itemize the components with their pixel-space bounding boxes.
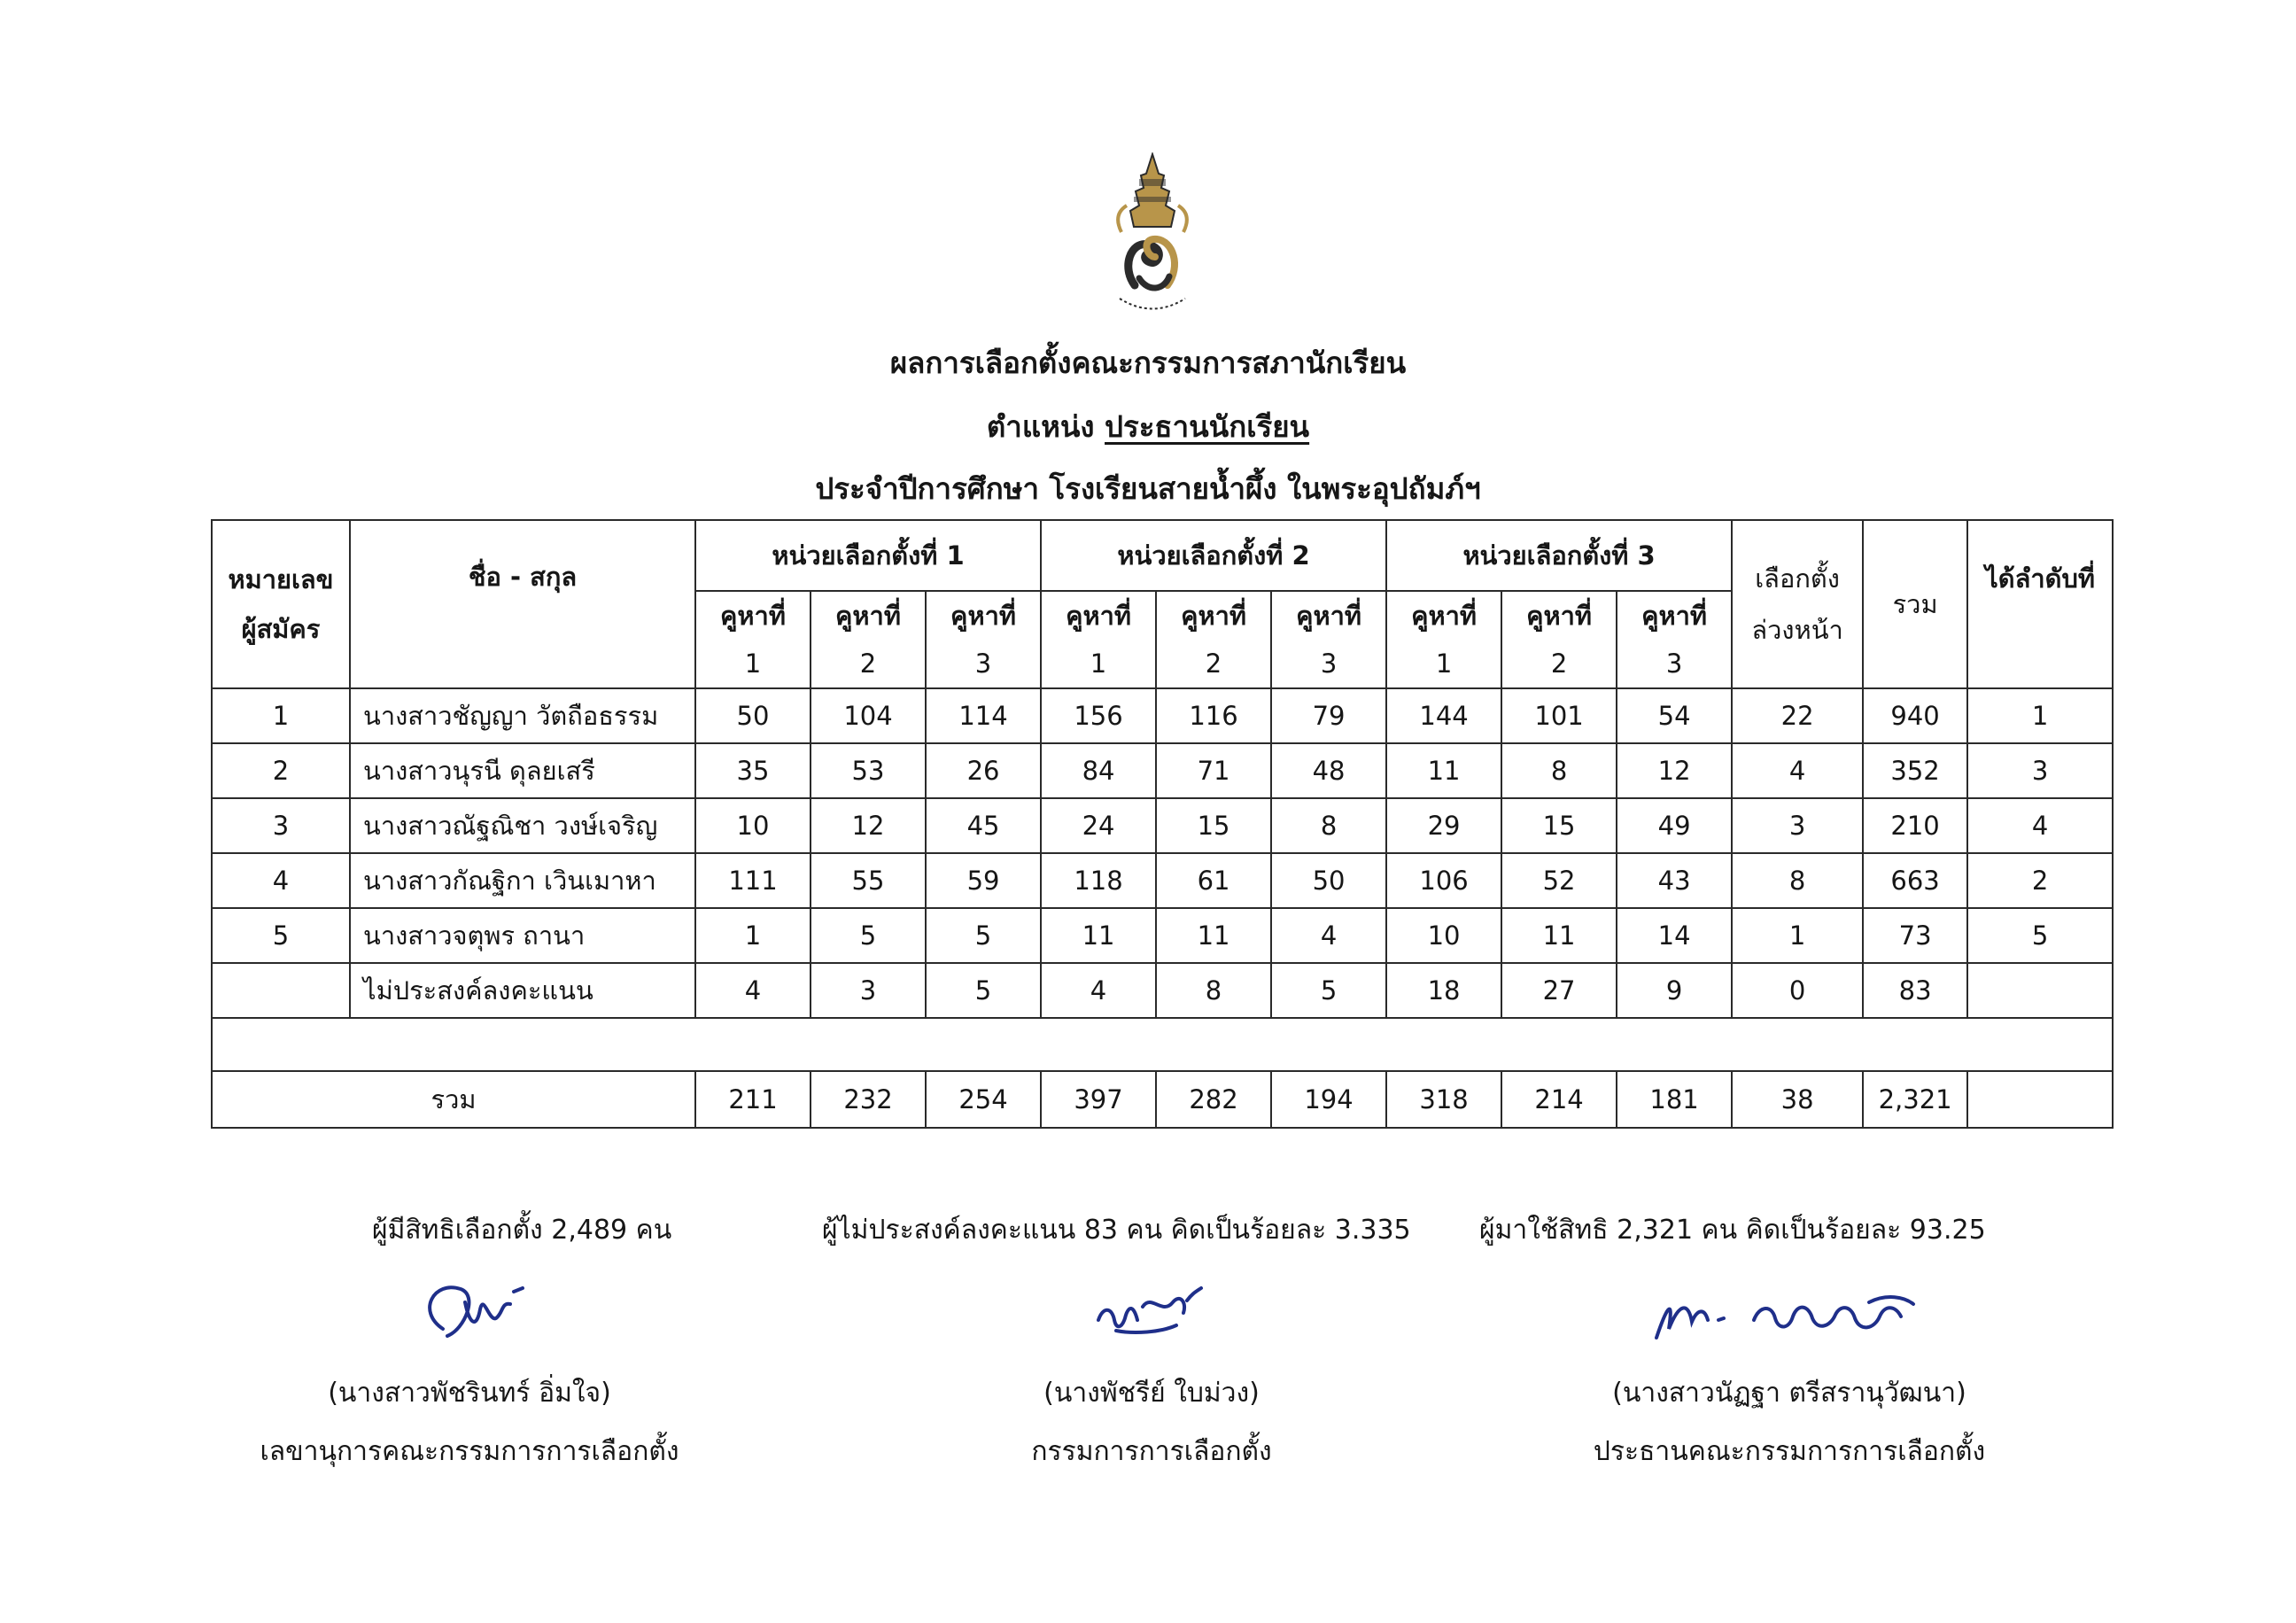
total-cell: 73 <box>1863 908 1967 963</box>
vote-cell: 53 <box>811 743 926 798</box>
signatory-name: (นางสาวนัฏฐา ตรีสรานุวัฒนา) <box>1612 1378 1966 1409</box>
results-table <box>211 519 2114 1129</box>
booth-label: คูหาที่ <box>1501 591 1617 640</box>
vote-cell: 106 <box>1386 853 1501 908</box>
rank-cell: 3 <box>1967 743 2113 798</box>
handwritten-signature <box>381 1267 558 1364</box>
handwritten-signature <box>1603 1267 1975 1364</box>
page-title: ผลการเลือกตั้งคณะกรรมการสภานักเรียน <box>889 346 1407 380</box>
vote-cell: 5 <box>926 963 1041 1018</box>
eligible-voters-text: ผู้มีสิทธิเลือกตั้ง 2,489 คน <box>372 1215 672 1246</box>
total-vote-cell: 194 <box>1271 1071 1386 1128</box>
vote-cell: 15 <box>1501 798 1617 853</box>
handwritten-signature <box>1063 1267 1240 1364</box>
rank-cell <box>1967 963 2113 1018</box>
total-vote-cell: 254 <box>926 1071 1041 1128</box>
total-vote-cell: 211 <box>695 1071 811 1128</box>
advance-vote-cell: 1 <box>1732 908 1863 963</box>
vote-cell: 54 <box>1617 688 1732 743</box>
signatory-role: เลขานุการคณะกรรมการการเลือกตั้ง <box>260 1436 679 1467</box>
vote-cell: 101 <box>1501 688 1617 743</box>
vote-cell: 45 <box>926 798 1041 853</box>
candidate-row <box>212 798 2113 853</box>
vote-cell: 4 <box>695 963 811 1018</box>
rank-cell: 2 <box>1967 853 2113 908</box>
booth-number: 3 <box>1617 640 1732 688</box>
vote-cell: 4 <box>1271 908 1386 963</box>
abstain-text: ผู้ไม่ประสงค์ลงคะแนน 83 คน คิดเป็นร้อยละ 3.335 <box>822 1215 1411 1246</box>
advance-vote-cell: 3 <box>1732 798 1863 853</box>
booth-label: คูหาที่ <box>695 591 811 640</box>
header-unit-2: หน่วยเลือกตั้งที่ 2 <box>1041 520 1386 591</box>
candidate-number: 3 <box>212 798 350 853</box>
total-vote-cell: 214 <box>1501 1071 1617 1128</box>
booth-label: คูหาที่ <box>1156 591 1271 640</box>
position-line <box>0 409 2296 445</box>
total-vote-cell: 181 <box>1617 1071 1732 1128</box>
vote-cell: 43 <box>1617 853 1732 908</box>
candidate-name: นางสาวนุรนี ดุลยเสรี <box>350 743 695 798</box>
header-unit-1: หน่วยเลือกตั้งที่ 1 <box>695 520 1041 591</box>
total-rank-cell <box>1967 1071 2113 1128</box>
vote-cell: 18 <box>1386 963 1501 1018</box>
booth-label: คูหาที่ <box>1617 591 1732 640</box>
abstain-row <box>212 963 2113 1018</box>
vote-cell: 156 <box>1041 688 1156 743</box>
vote-cell: 8 <box>1156 963 1271 1018</box>
vote-cell: 104 <box>811 688 926 743</box>
vote-cell: 52 <box>1501 853 1617 908</box>
candidate-number: 1 <box>212 688 350 743</box>
booth-number: 1 <box>1386 640 1501 688</box>
vote-cell: 10 <box>695 798 811 853</box>
total-cell: 352 <box>1863 743 1967 798</box>
signatory-role: ประธานคณะกรรมการการเลือกตั้ง <box>1593 1436 1986 1467</box>
advance-vote-cell: 22 <box>1732 688 1863 743</box>
vote-cell: 8 <box>1271 798 1386 853</box>
vote-cell: 118 <box>1041 853 1156 908</box>
total-cell: 663 <box>1863 853 1967 908</box>
vote-cell: 12 <box>1617 743 1732 798</box>
grand-total-cell: 2,321 <box>1863 1071 1967 1128</box>
vote-cell: 26 <box>926 743 1041 798</box>
vote-cell: 24 <box>1041 798 1156 853</box>
candidate-number: 5 <box>212 908 350 963</box>
totals-row <box>212 1071 2113 1128</box>
vote-cell: 12 <box>811 798 926 853</box>
booth-number: 3 <box>926 640 1041 688</box>
booth-label: คูหาที่ <box>1041 591 1156 640</box>
header-number-line1: หมายเลข <box>228 564 334 594</box>
vote-cell: 11 <box>1386 743 1501 798</box>
header-unit-3: หน่วยเลือกตั้งที่ 3 <box>1386 520 1732 591</box>
vote-cell: 144 <box>1386 688 1501 743</box>
total-vote-cell: 232 <box>811 1071 926 1128</box>
blank-row <box>212 1018 2113 1071</box>
booth-label: คูหาที่ <box>811 591 926 640</box>
header-advance-line2: ล่วงหน้า <box>1751 615 1843 645</box>
signatory-name: (นางพัชรีย์ ใบม่วง) <box>1043 1378 1260 1409</box>
booth-label: คูหาที่ <box>1386 591 1501 640</box>
total-cell: 210 <box>1863 798 1967 853</box>
header-rank: ได้ลำดับที่ <box>1967 520 2113 688</box>
advance-vote-cell: 8 <box>1732 853 1863 908</box>
candidate-name: นางสาวจตุพร ถานา <box>350 908 695 963</box>
signature-block-secretary <box>221 1267 718 1481</box>
vote-cell: 79 <box>1271 688 1386 743</box>
total-vote-cell: 397 <box>1041 1071 1156 1128</box>
booth-number: 2 <box>1501 640 1617 688</box>
header-name: ชื่อ - สกุล <box>350 520 695 688</box>
rank-cell: 1 <box>1967 688 2113 743</box>
turnout-text: ผู้มาใช้สิทธิ 2,321 คน คิดเป็นร้อยละ 93.25 <box>1479 1215 1986 1246</box>
vote-cell: 114 <box>926 688 1041 743</box>
total-vote-cell: 318 <box>1386 1071 1501 1128</box>
candidate-row <box>212 743 2113 798</box>
vote-cell: 8 <box>1501 743 1617 798</box>
rank-cell: 5 <box>1967 908 2113 963</box>
school-emblem-logo <box>1095 152 1210 321</box>
booth-number: 1 <box>695 640 811 688</box>
booth-label: คูหาที่ <box>926 591 1041 640</box>
vote-cell: 84 <box>1041 743 1156 798</box>
booth-number: 1 <box>1041 640 1156 688</box>
vote-cell: 111 <box>695 853 811 908</box>
vote-cell: 116 <box>1156 688 1271 743</box>
candidate-row <box>212 908 2113 963</box>
candidate-name: นางสาวกัณฐิกา เวินเมาหา <box>350 853 695 908</box>
blank-cell <box>212 1018 2113 1071</box>
candidate-name: นางสาวชัญญา วัตถือธรรม <box>350 688 695 743</box>
signature-block-chair <box>1541 1267 2037 1481</box>
signatory-name: (นางสาวพัชรินทร์ อิ่มใจ) <box>328 1378 611 1409</box>
vote-cell: 48 <box>1271 743 1386 798</box>
vote-cell: 49 <box>1617 798 1732 853</box>
total-advance-cell: 38 <box>1732 1071 1863 1128</box>
position-label: ตำแหน่ง <box>986 409 1095 444</box>
vote-cell: 11 <box>1156 908 1271 963</box>
advance-vote-cell: 0 <box>1732 963 1863 1018</box>
vote-cell: 9 <box>1617 963 1732 1018</box>
booth-number: 2 <box>1156 640 1271 688</box>
position-value: ประธานนักเรียน <box>1105 409 1310 444</box>
header-candidate-number <box>212 520 350 688</box>
booth-label: คูหาที่ <box>1271 591 1386 640</box>
vote-cell: 29 <box>1386 798 1501 853</box>
vote-cell: 10 <box>1386 908 1501 963</box>
totals-label: รวม <box>212 1071 695 1128</box>
advance-vote-cell: 4 <box>1732 743 1863 798</box>
vote-cell: 27 <box>1501 963 1617 1018</box>
vote-cell: 61 <box>1156 853 1271 908</box>
vote-cell: 5 <box>926 908 1041 963</box>
candidate-name: นางสาวณัฐณิชา วงษ์เจริญ <box>350 798 695 853</box>
vote-cell: 5 <box>811 908 926 963</box>
vote-cell: 14 <box>1617 908 1732 963</box>
header-advance-line1: เลือกตั้ง <box>1755 563 1840 594</box>
school-year-line: ประจำปีการศึกษา โรงเรียนสายน้ำผึ้ง ในพระอุปถัมภ์ฯ <box>815 471 1481 506</box>
total-cell: 940 <box>1863 688 1967 743</box>
header-row-units <box>212 520 2113 591</box>
rank-cell: 4 <box>1967 798 2113 853</box>
vote-cell: 5 <box>1271 963 1386 1018</box>
vote-cell: 55 <box>811 853 926 908</box>
total-vote-cell: 282 <box>1156 1071 1271 1128</box>
signatory-role: กรรมการการเลือกตั้ง <box>1031 1436 1272 1467</box>
candidate-row <box>212 853 2113 908</box>
vote-cell: 11 <box>1041 908 1156 963</box>
candidate-name: ไม่ประสงค์ลงคะแนน <box>350 963 695 1018</box>
vote-cell: 15 <box>1156 798 1271 853</box>
candidate-number: 2 <box>212 743 350 798</box>
booth-number: 2 <box>811 640 926 688</box>
vote-cell: 59 <box>926 853 1041 908</box>
total-cell: 83 <box>1863 963 1967 1018</box>
candidate-number: 4 <box>212 853 350 908</box>
vote-cell: 71 <box>1156 743 1271 798</box>
vote-cell: 11 <box>1501 908 1617 963</box>
header-advance <box>1732 520 1863 688</box>
booth-number: 3 <box>1271 640 1386 688</box>
vote-cell: 50 <box>695 688 811 743</box>
vote-cell: 1 <box>695 908 811 963</box>
vote-cell: 4 <box>1041 963 1156 1018</box>
vote-cell: 50 <box>1271 853 1386 908</box>
vote-cell: 35 <box>695 743 811 798</box>
header-number-line2: ผู้สมัคร <box>241 614 321 644</box>
candidate-row <box>212 688 2113 743</box>
header-total: รวม <box>1863 520 1967 688</box>
signature-block-committee <box>904 1267 1400 1481</box>
candidate-number <box>212 963 350 1018</box>
vote-cell: 3 <box>811 963 926 1018</box>
